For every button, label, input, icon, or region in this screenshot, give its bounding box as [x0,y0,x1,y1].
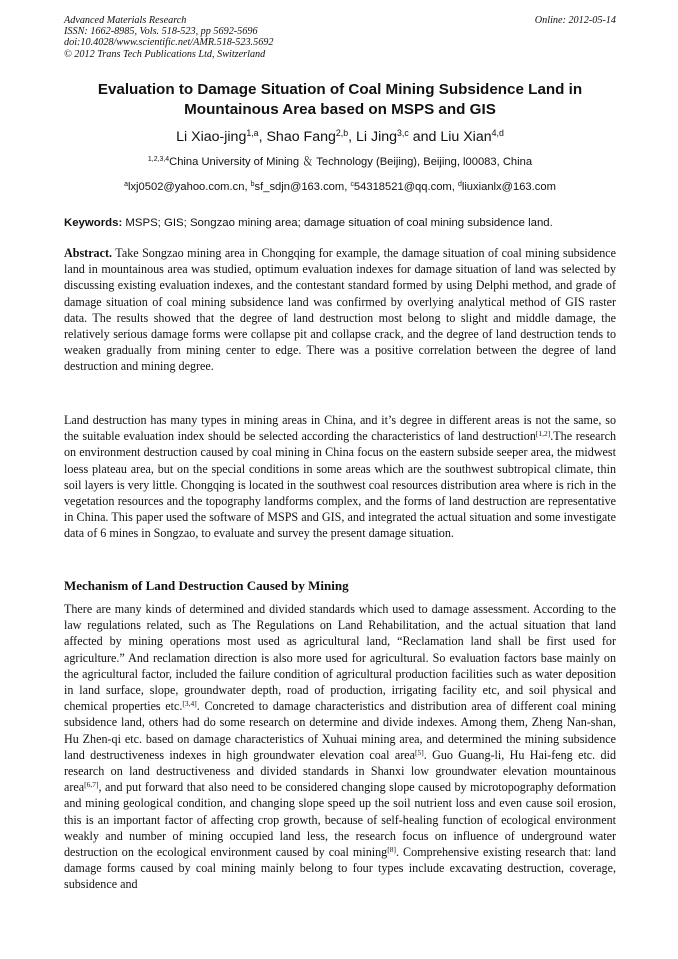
journal-name: Advanced Materials Research [64,15,187,26]
journal-header [64,15,616,60]
paragraph-text: There are many kinds of determined and divided standards which used to damage assessment. According to the law regulations related, such as The Regulations on Land Rehabilitation, and the actual situation that land affected by mining operations most used as agricultural land, “Reclamation land shall be first used for agriculture.” And reclamation direction is also more used for agricultural. So evaluation factors base mainly on the agricultural factor, included the failure condition of agricultural production facilities such as water deposition in land surface, slope, groundwater depth, road of production, irrigating facility etc, and soil physical and chemical properties etc. [64,602,616,714]
keywords-label: Keywords: [64,217,123,229]
affiliation-text: China University of Mining ＆ Technology (Beijing), Beijing, l00083, China [169,156,533,168]
author-list [64,128,616,146]
citation[interactable]: [6,7] [84,780,99,790]
introduction-paragraph [64,412,616,542]
author-name: Liu Xian [440,129,492,145]
abstract [64,245,616,375]
keywords [64,216,616,230]
email-separator: , [344,181,351,193]
author-separator: and [408,129,441,145]
copyright-line: © 2012 Trans Tech Publications Ltd, Switzerland [64,48,266,60]
abstract-label: Abstract. [64,246,113,260]
email-address[interactable]: sf_sdjn@163.com [254,181,345,193]
abstract-text: Take Songzao mining area in Chongqing for example, the damage situation of coal mining subsidence land in mountainous area was studied, optimum evaluation indexes for damage situation of land was selected by discussing existing evaluation indexes, and the contestant standard formed by using Delphi method, and grade of damage situation of coal mining subsidence land was confirmed by overlying analytical method of GIS raster data. The results showed that the degree of land destruction most belong to slight and middle damage, the relatively serious damage forms were collapse pit and collapse crack, and the degree of land destruction tends to weaken gradually from mining center to edge. There was a positive correlation between the degree of land destruction and mining degree. [64,246,616,374]
paragraph-text: Land destruction has many types in mining areas in China, and it’s degree in different areas is not the same, so the suitable evaluation index should be selected according the characteristics of land destruction [64,413,616,444]
email-list [64,180,616,194]
paper-title: Evaluation to Damage Situation of Coal Mining Subsidence Land in Mountainous Area based on MSPS and GIS [97,81,583,118]
author-name: Li Jing [356,129,398,145]
affiliation-sup: 1,2,3,4 [147,156,170,164]
author-sup: 3,c [397,128,409,139]
author-sup: 4,d [491,128,504,139]
paragraph-text: , and put forward that also need to be considered changing slope caused by microtopography deformation and mining geological condition, and changing slope speed up the soil nutrient loss and even cause soil erosion, this is an important factor of affecting crop growth, because of self-healing function of ecological environment weakly and number of mining occupied land less, the research focus on influence of underground water destruction on the ecological environment caused by coal mining [64,780,616,860]
section-heading: Mechanism of Land Destruction Caused by Mining [64,578,349,593]
email-sup: b [250,181,255,189]
paragraph-text: . Concreted to damage characteristics and distribution area of different coal mining subsidence land, others had do some research on determine and divide indexes. Among them, Zheng Nan-shan, Hu Zhen-qi etc. based on damage characteristics of Xuhuai mining area, and determined the mining subsidence land destructiveness indexes in high groundwater elevation coal area [64,699,616,762]
author-sup: 1,a [246,128,259,139]
email-separator: , [244,181,251,193]
paragraph-text: . Comprehensive existing research that: land damage forms caused by coal mining mainly belong to four types include excavating destruction, coverage, subsidence and [64,845,616,892]
keywords-text: MSPS; GIS; Songzao mining area; damage situation of coal mining subsidence land. [122,217,553,229]
email-separator: , [451,181,458,193]
paragraph-text: . Guo Guang-li, Hu Hai-feng etc. did research on land destructiveness and divided standards in Shanxi low groundwater elevation mountainous area [64,747,616,795]
author-separator: , [348,129,357,145]
email-address[interactable]: 54318521@qq.com [353,181,452,193]
email-sup: a [124,181,128,189]
citation[interactable]: [1,2] [535,429,551,439]
online-date: Online: 2012-05-14 [534,15,616,26]
paragraph-text: .The research on environment destruction caused by coal mining in China focus on the eastern subside seeper area, the midwest loess plateau area, but on the special conditions in some areas which are the southwest subtropical climate, thin soil layers is very little. Chongqing is located in the southwest coal resources distribution area where is rich in the vegetation resources and the topography landforms complex, and the forms of land destruction are representative in China. This paper used the software of MSPS and GIS, and integrated the actual situation and some investigate data of 6 mines in Songzao, to evaluate and survey the present damage situation. [64,429,616,541]
author-name: Li Xiao-jing [176,129,247,145]
author-name: Shao Fang [266,129,336,145]
affiliation [64,155,616,169]
citation[interactable]: [8] [387,844,396,854]
email-sup: c [350,181,354,189]
email-sup: d [457,181,462,189]
author-separator: , [258,129,267,145]
email-address[interactable]: lxj0502@yahoo.com.cn [127,181,245,193]
issn-line: ISSN: 1662-8985, Vols. 518-523, pp 5692-5696 [64,26,258,38]
citation[interactable]: [3,4] [182,699,197,709]
mechanism-paragraph [64,601,616,893]
citation[interactable]: [5] [415,747,424,757]
doi-line: doi:10.4028/www.scientific.net/AMR.518-523.5692 [64,37,274,49]
author-sup: 2,b [335,128,349,139]
email-address[interactable]: liuxianlx@163.com [461,181,556,193]
